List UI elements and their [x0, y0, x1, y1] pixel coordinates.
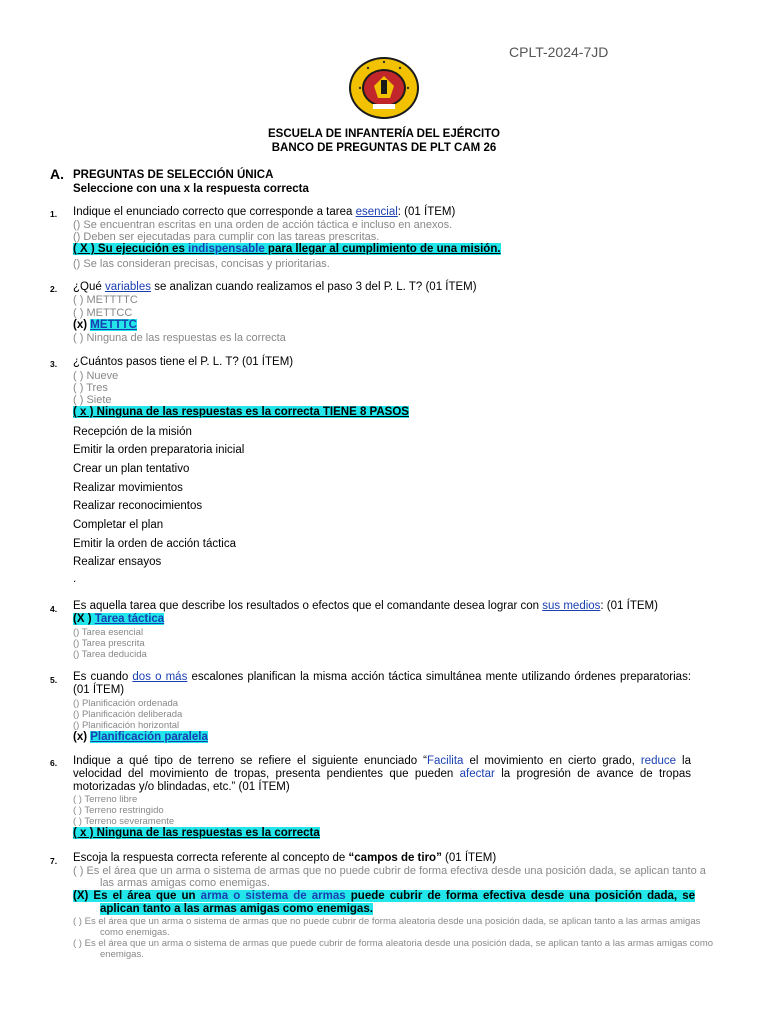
option[interactable]: () Tarea prescrita — [73, 638, 145, 649]
step-item: Completar el plan — [73, 519, 164, 531]
document-title — [0, 127, 768, 155]
answer-text: METTTC — [90, 319, 137, 331]
answer-mark: (x) — [73, 319, 91, 331]
stem-keyword: afectar — [459, 768, 495, 780]
option[interactable]: ( ) Nueve — [73, 370, 119, 382]
question-number: 5. — [50, 675, 58, 685]
section-heading-text: PREGUNTAS DE SELECCIÓN ÚNICA — [73, 169, 274, 181]
stem-text: Indique a qué tipo de terreno se refiere el siguiente enunciado “ — [73, 755, 427, 767]
answer-mark: ( x ) — [73, 406, 97, 418]
document-code: CPLT-2024-7JD — [509, 44, 609, 60]
answer-text: Su ejecución es — [97, 243, 189, 255]
option[interactable]: ( ) METTCC — [73, 307, 133, 319]
answer-text: Ninguna de las respuestas es la correcta TIENE 8 PASOS — [96, 406, 409, 418]
question-number: 2. — [50, 284, 58, 294]
correct-answer[interactable] — [73, 890, 695, 916]
option[interactable]: ( ) Terreno severamente — [73, 816, 175, 827]
step-item: Realizar reconocimientos — [73, 500, 203, 512]
stem-link[interactable]: esencial — [355, 206, 398, 218]
stem-link[interactable]: variables — [104, 281, 151, 293]
step-item: . — [73, 573, 77, 585]
stem-text: Es aquella tarea que describe los resultados o efectos que el comandante desea lograr con — [73, 600, 543, 612]
question-stem — [73, 206, 691, 219]
option[interactable]: () Se encuentran escritas en una orden de acción táctica e incluso en anexos. — [73, 219, 453, 231]
option[interactable]: ( ) Terreno restringido — [73, 805, 164, 816]
title-line-1: ESCUELA DE INFANTERÍA DEL EJÉRCITO — [268, 128, 500, 140]
correct-answer[interactable] — [73, 731, 208, 744]
stem-text: se analizan cuando realizamos el paso 3 del P. L. T? (01 ÍTEM) — [151, 281, 477, 293]
option[interactable]: () Se las consideran precisas, concisas y prioritarias. — [73, 258, 330, 270]
stem-text: la progresión de avance de tropas motorizadas y/o blindadas, etc.” (01 ÍTEM) — [73, 768, 691, 793]
step-item: Crear un plan tentativo — [73, 463, 190, 475]
stem-text: Es cuando — [73, 671, 133, 683]
question-stem — [73, 600, 691, 613]
stem-link[interactable]: sus medios — [542, 600, 601, 612]
answer-mark: (X ) — [73, 613, 95, 625]
answer-keyword: indispensable — [188, 243, 265, 255]
stem-text: ¿Qué — [73, 281, 105, 293]
option[interactable]: ( ) Tres — [73, 382, 108, 394]
step-item: Emitir la orden de acción táctica — [73, 538, 236, 550]
stem-text: Escoja la respuesta correcta referente al concepto de — [73, 852, 349, 864]
answer-mark: (X) Es el área que un — [73, 890, 201, 902]
question-stem — [73, 852, 691, 865]
question-stem — [73, 755, 691, 794]
question-number: 6. — [50, 758, 58, 768]
school-emblem-logo — [348, 56, 420, 120]
stem-text: escalones planifican la misma acción táctica simultánea mente utilizando órdenes preparatorias: (01 ÍTEM) — [73, 671, 692, 696]
stem-term: “campos de tiro” — [348, 852, 442, 864]
stem-link[interactable]: dos o más — [132, 671, 188, 683]
answer-mark: ( X ) — [73, 243, 98, 255]
question-stem: ¿Cuántos pasos tiene el P. L. T? (01 ÍTEM) — [73, 356, 294, 368]
section-heading — [73, 168, 309, 196]
option[interactable]: () Planificación horizontal — [73, 720, 180, 731]
answer-mark: ( x ) — [73, 827, 97, 839]
answer-text: puede cubrir de forma efectiva desde una posición dada, se aplican tanto a las armas amigas como enemigas. — [100, 890, 695, 915]
answer-keyword: arma o sistema de armas — [200, 890, 346, 902]
option[interactable]: ( ) Es el área que un arma o sistema de armas que no puede cubrir de forma aleatoria desde una posición dada, se aplican tanto a las armas amigas como enemigas. — [73, 916, 701, 938]
correct-answer[interactable] — [73, 319, 137, 332]
option[interactable]: ( ) Siete — [73, 394, 112, 406]
step-item: Recepción de la misión — [73, 426, 192, 438]
question-stem — [73, 281, 691, 294]
stem-keyword: Facilita — [426, 755, 464, 767]
option[interactable]: () Tarea esencial — [73, 627, 144, 638]
question-number: 4. — [50, 604, 58, 614]
section-instruction: Seleccione con una x la respuesta correcta — [73, 183, 309, 195]
stem-text: : (01 ÍTEM) — [397, 206, 456, 218]
stem-text: : (01 ÍTEM) — [600, 600, 658, 612]
question-number: 7. — [50, 856, 58, 866]
stem-text: (01 ÍTEM) — [441, 852, 497, 864]
stem-keyword: reduce — [640, 755, 677, 767]
title-line-2: BANCO DE PREGUNTAS DE PLT CAM 26 — [271, 142, 497, 154]
answer-text: Tarea táctica — [94, 613, 165, 625]
step-item: Realizar ensayos — [73, 556, 162, 568]
option[interactable]: () Tarea deducida — [73, 649, 147, 660]
section-letter: A. — [50, 166, 64, 182]
question-stem — [73, 671, 691, 697]
option[interactable]: ( ) METTTTC — [73, 294, 138, 306]
step-item: Realizar movimientos — [73, 482, 183, 494]
correct-answer[interactable] — [73, 406, 409, 419]
stem-text: la velocidad del movimiento de tropas, presenta pendientes que pueden — [73, 755, 691, 780]
answer-text: Ninguna de las respuestas es la correcta — [96, 827, 320, 839]
question-number: 1. — [50, 209, 58, 219]
option[interactable]: ( ) Terreno libre — [73, 794, 138, 805]
option[interactable]: () Planificación ordenada — [73, 698, 179, 709]
stem-text: el movimiento en cierto grado, — [463, 755, 641, 767]
correct-answer[interactable] — [73, 613, 164, 626]
step-item: Emitir la orden preparatoria inicial — [73, 444, 245, 456]
option[interactable]: () Deben ser ejecutadas para cumplir con las tareas prescritas. — [73, 231, 380, 243]
correct-answer[interactable] — [73, 827, 320, 840]
option[interactable]: ( ) Ninguna de las respuestas es la correcta — [73, 332, 286, 344]
stem-text: Indique el enunciado correcto que corresponde a tarea — [73, 206, 356, 218]
answer-mark: (x) — [73, 731, 91, 743]
answer-text: Planificación paralela — [90, 731, 208, 743]
correct-answer[interactable] — [73, 243, 501, 256]
option[interactable]: () Planificación deliberada — [73, 709, 183, 720]
question-number: 3. — [50, 359, 58, 369]
option[interactable]: ( ) Es el área que un arma o sistema de armas que puede cubrir de forma aleatoria desde una posición dada, se aplican tanto a las armas amigas como enemigas. — [73, 938, 714, 960]
answer-text: para llegar al cumplimiento de una misión. — [264, 243, 501, 255]
option[interactable]: ( ) Es el área que un arma o sistema de armas que no puede cubrir de forma efectiva desde una posición dada, se aplican tanto a las armas amigas como enemigas. — [73, 865, 706, 889]
